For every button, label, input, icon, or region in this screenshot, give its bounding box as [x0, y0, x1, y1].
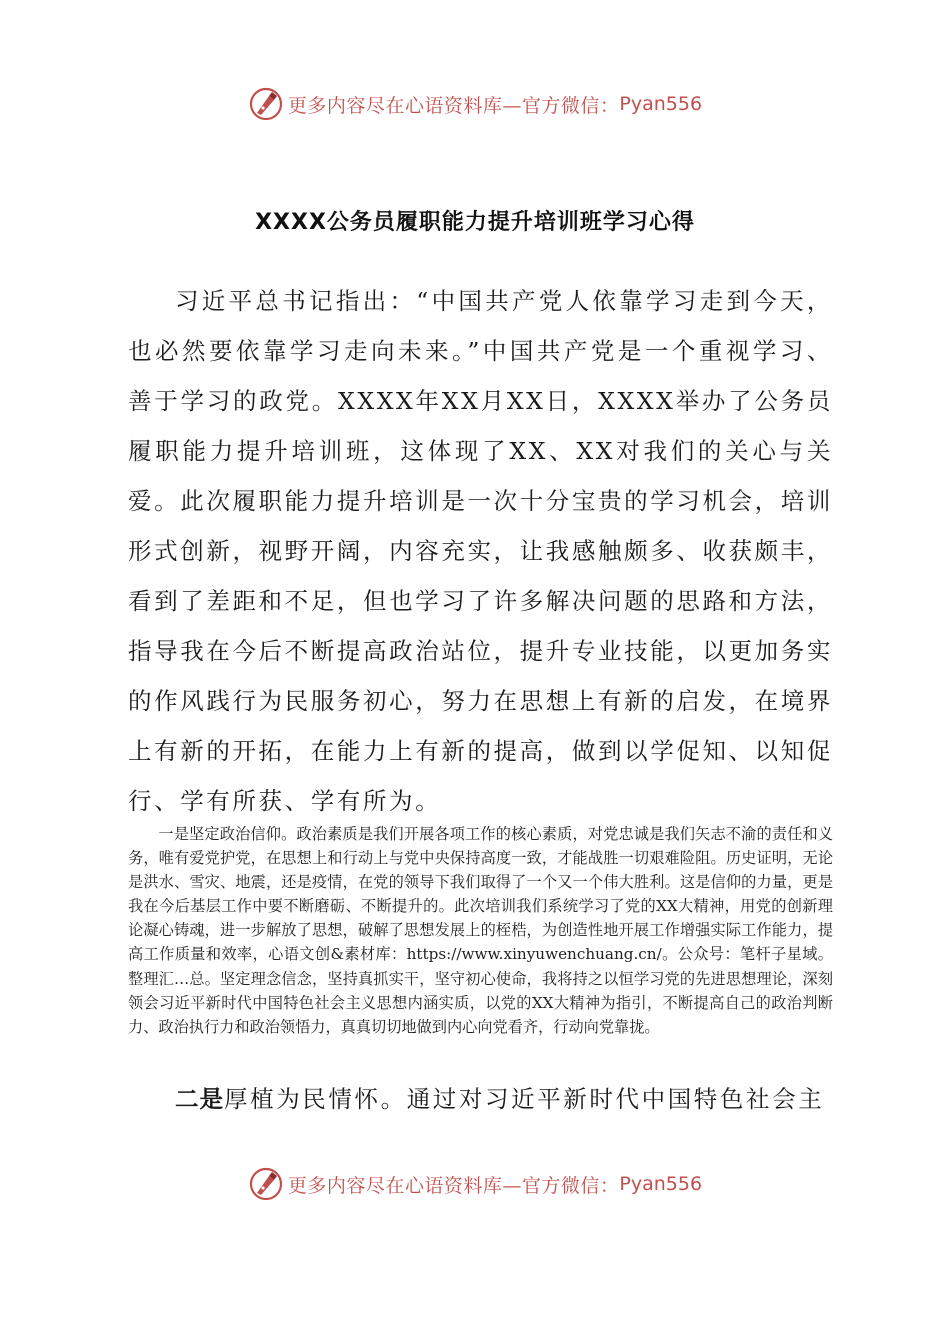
paragraph-body: 厚植为民情怀。通过对习近平新时代中国特色社会主 — [224, 1085, 825, 1113]
paragraph-lead: 二是 — [175, 1085, 224, 1113]
wechat-id: Pyan556 — [619, 1173, 703, 1195]
pen-nib-logo-icon — [248, 1166, 284, 1202]
paragraph-people-feelings — [128, 1074, 833, 1124]
paragraph-intro: 习近平总书记指出：“中国共产党人依靠学习走到今天，也必然要依靠学习走向未来。”中国共产党是一个重视学习、善于学习的政党。XXXX年XX月XX日，XXXX举办了公务员履职能力提升培训班，这体现了XX、XX对我们的关心与关爱。此次履职能力提升培训是一次十分宝贵的学习机会，培训形式创新，视野开阔，内容充实，让我感触颇多、收获颇丰，看到了差距和不足，但也学习了许多解决问题的思路和方法，指导我在今后不断提高政治站位，提升专业技能，以更加务实的作风践行为民服务初心，努力在思想上有新的启发，在境界上有新的开拓，在能力上有新的提高，做到以学促知、以知促行、学有所获、学有所为。 — [128, 287, 833, 815]
footer-banner — [0, 1162, 950, 1206]
banner-text: 更多内容尽在心语资料库—官方微信： — [287, 1174, 620, 1197]
pen-nib-logo-icon — [248, 86, 284, 122]
banner-text: 更多内容尽在心语资料库—官方微信： — [287, 94, 620, 117]
paragraph-political-belief: 一是坚定政治信仰。政治素质是我们开展各项工作的核心素质，对党忠诚是我们矢志不渝的责任和义务，唯有爱党护党，在思想上和行动上与党中央保持高度一致，才能战胜一切艰难险阻。历史证明，无论是洪水、雪灾、地震，还是疫情，在党的领导下我们取得了一个又一个伟大胜利。这是信仰的力量，更是我在今后基层工作中要不断磨砺、不断提升的。此次培训我们系统学习了党的XX大精神，用党的创新理论凝心铸魂，进一步解放了思想，破解了思想发展上的桎梏，为创造性地开展工作增强实际工作能力，提高工作质量和效率，心语文创&素材库：https://www.xinyuwenchuang.cn/。公众号：笔杆子星域。整理汇…总。坚定理念信念，坚持真抓实干，坚守初心使命，我将持之以恒学习党的先进思想理论，深刻领会习近平新时代中国特色社会主义思想内涵实质，以党的XX大精神为指引，不断提高自己的政治判断力、政治执行力和政治领悟力，真真切切地做到内心向党看齐，行动向党靠拢。 — [128, 825, 833, 1036]
header-banner — [0, 82, 950, 126]
document-title: XXXX公务员履职能力提升培训班学习心得 — [255, 210, 695, 235]
wechat-id: Pyan556 — [619, 93, 703, 115]
